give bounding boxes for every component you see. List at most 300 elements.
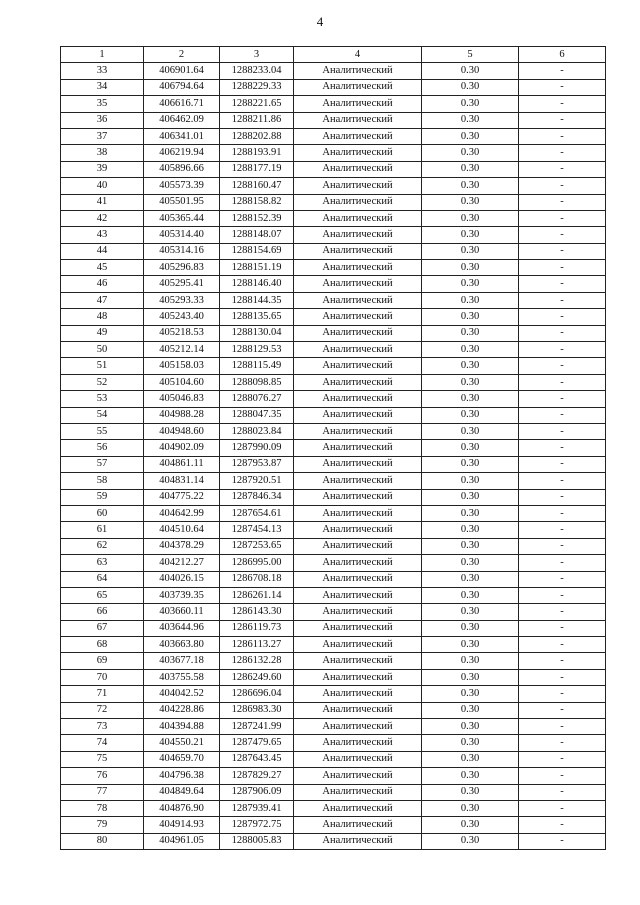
- accuracy-cell: 0.30: [422, 112, 519, 128]
- table-row: [61, 161, 606, 177]
- note-cell: -: [519, 194, 606, 210]
- note-cell: -: [519, 473, 606, 489]
- y-coordinate-cell: 1288076.27: [220, 391, 294, 407]
- x-coordinate-cell: 405046.83: [144, 391, 220, 407]
- y-coordinate-cell: 1288154.69: [220, 243, 294, 259]
- column-header-1: 1: [61, 47, 144, 63]
- point-number-cell: 52: [61, 374, 144, 390]
- table-row: [61, 522, 606, 538]
- accuracy-cell: 0.30: [422, 735, 519, 751]
- point-number-cell: 60: [61, 505, 144, 521]
- point-number-cell: 70: [61, 669, 144, 685]
- y-coordinate-cell: 1287990.09: [220, 440, 294, 456]
- method-cell: Аналитический: [294, 489, 422, 505]
- method-cell: Аналитический: [294, 423, 422, 439]
- table-row: [61, 407, 606, 423]
- y-coordinate-cell: 1286261.14: [220, 587, 294, 603]
- x-coordinate-cell: 405293.33: [144, 292, 220, 308]
- point-number-cell: 46: [61, 276, 144, 292]
- method-cell: Аналитический: [294, 161, 422, 177]
- x-coordinate-cell: 404394.88: [144, 719, 220, 735]
- table-row: [61, 587, 606, 603]
- method-cell: Аналитический: [294, 571, 422, 587]
- note-cell: -: [519, 391, 606, 407]
- x-coordinate-cell: 405295.41: [144, 276, 220, 292]
- point-number-cell: 59: [61, 489, 144, 505]
- method-cell: Аналитический: [294, 702, 422, 718]
- x-coordinate-cell: 405158.03: [144, 358, 220, 374]
- x-coordinate-cell: 404550.21: [144, 735, 220, 751]
- point-number-cell: 33: [61, 63, 144, 79]
- accuracy-cell: 0.30: [422, 833, 519, 849]
- accuracy-cell: 0.30: [422, 63, 519, 79]
- note-cell: -: [519, 719, 606, 735]
- method-cell: Аналитический: [294, 309, 422, 325]
- table-body: [61, 63, 606, 850]
- table-row: [61, 210, 606, 226]
- note-cell: -: [519, 735, 606, 751]
- table-row: [61, 817, 606, 833]
- y-coordinate-cell: 1287253.65: [220, 538, 294, 554]
- accuracy-cell: 0.30: [422, 276, 519, 292]
- x-coordinate-cell: 403644.96: [144, 620, 220, 636]
- accuracy-cell: 0.30: [422, 669, 519, 685]
- accuracy-cell: 0.30: [422, 358, 519, 374]
- table-row: [61, 260, 606, 276]
- method-cell: Аналитический: [294, 833, 422, 849]
- accuracy-cell: 0.30: [422, 161, 519, 177]
- note-cell: -: [519, 210, 606, 226]
- x-coordinate-cell: 404961.05: [144, 833, 220, 849]
- table-row: [61, 555, 606, 571]
- point-number-cell: 56: [61, 440, 144, 456]
- point-number-cell: 39: [61, 161, 144, 177]
- x-coordinate-cell: 405104.60: [144, 374, 220, 390]
- y-coordinate-cell: 1288005.83: [220, 833, 294, 849]
- accuracy-cell: 0.30: [422, 555, 519, 571]
- accuracy-cell: 0.30: [422, 571, 519, 587]
- x-coordinate-cell: 405365.44: [144, 210, 220, 226]
- y-coordinate-cell: 1287479.65: [220, 735, 294, 751]
- y-coordinate-cell: 1286132.28: [220, 653, 294, 669]
- x-coordinate-cell: 405243.40: [144, 309, 220, 325]
- x-coordinate-cell: 406616.71: [144, 96, 220, 112]
- x-coordinate-cell: 404948.60: [144, 423, 220, 439]
- point-number-cell: 78: [61, 800, 144, 816]
- note-cell: -: [519, 161, 606, 177]
- point-number-cell: 53: [61, 391, 144, 407]
- method-cell: Аналитический: [294, 63, 422, 79]
- note-cell: -: [519, 358, 606, 374]
- note-cell: -: [519, 637, 606, 653]
- y-coordinate-cell: 1288115.49: [220, 358, 294, 374]
- note-cell: -: [519, 653, 606, 669]
- accuracy-cell: 0.30: [422, 309, 519, 325]
- point-number-cell: 74: [61, 735, 144, 751]
- accuracy-cell: 0.30: [422, 178, 519, 194]
- note-cell: -: [519, 309, 606, 325]
- table-row: [61, 96, 606, 112]
- note-cell: -: [519, 63, 606, 79]
- point-number-cell: 49: [61, 325, 144, 341]
- table-row: [61, 686, 606, 702]
- y-coordinate-cell: 1288233.04: [220, 63, 294, 79]
- method-cell: Аналитический: [294, 391, 422, 407]
- point-number-cell: 79: [61, 817, 144, 833]
- note-cell: -: [519, 178, 606, 194]
- accuracy-cell: 0.30: [422, 79, 519, 95]
- point-number-cell: 44: [61, 243, 144, 259]
- x-coordinate-cell: 404510.64: [144, 522, 220, 538]
- accuracy-cell: 0.30: [422, 374, 519, 390]
- x-coordinate-cell: 404026.15: [144, 571, 220, 587]
- x-coordinate-cell: 405212.14: [144, 342, 220, 358]
- note-cell: -: [519, 423, 606, 439]
- table-row: [61, 391, 606, 407]
- method-cell: Аналитический: [294, 260, 422, 276]
- table-row: [61, 423, 606, 439]
- method-cell: Аналитический: [294, 358, 422, 374]
- method-cell: Аналитический: [294, 194, 422, 210]
- y-coordinate-cell: 1286119.73: [220, 620, 294, 636]
- note-cell: -: [519, 587, 606, 603]
- accuracy-cell: 0.30: [422, 128, 519, 144]
- x-coordinate-cell: 406462.09: [144, 112, 220, 128]
- method-cell: Аналитический: [294, 800, 422, 816]
- method-cell: Аналитический: [294, 342, 422, 358]
- note-cell: -: [519, 489, 606, 505]
- note-cell: -: [519, 145, 606, 161]
- method-cell: Аналитический: [294, 587, 422, 603]
- y-coordinate-cell: 1288129.53: [220, 342, 294, 358]
- point-number-cell: 43: [61, 227, 144, 243]
- method-cell: Аналитический: [294, 686, 422, 702]
- y-coordinate-cell: 1287920.51: [220, 473, 294, 489]
- table-row: [61, 637, 606, 653]
- table-row: [61, 751, 606, 767]
- x-coordinate-cell: 405218.53: [144, 325, 220, 341]
- note-cell: -: [519, 538, 606, 554]
- accuracy-cell: 0.30: [422, 637, 519, 653]
- table-row: [61, 719, 606, 735]
- point-number-cell: 67: [61, 620, 144, 636]
- table-header: [61, 47, 606, 63]
- accuracy-cell: 0.30: [422, 194, 519, 210]
- x-coordinate-cell: 405896.66: [144, 161, 220, 177]
- point-number-cell: 68: [61, 637, 144, 653]
- note-cell: -: [519, 555, 606, 571]
- method-cell: Аналитический: [294, 555, 422, 571]
- point-number-cell: 48: [61, 309, 144, 325]
- method-cell: Аналитический: [294, 96, 422, 112]
- x-coordinate-cell: 404876.90: [144, 800, 220, 816]
- note-cell: -: [519, 702, 606, 718]
- method-cell: Аналитический: [294, 407, 422, 423]
- x-coordinate-cell: 403755.58: [144, 669, 220, 685]
- x-coordinate-cell: 404228.86: [144, 702, 220, 718]
- note-cell: -: [519, 800, 606, 816]
- note-cell: -: [519, 784, 606, 800]
- note-cell: -: [519, 751, 606, 767]
- table-row: [61, 374, 606, 390]
- y-coordinate-cell: 1286249.60: [220, 669, 294, 685]
- point-number-cell: 62: [61, 538, 144, 554]
- method-cell: Аналитический: [294, 178, 422, 194]
- table-row: [61, 784, 606, 800]
- point-number-cell: 71: [61, 686, 144, 702]
- y-coordinate-cell: 1288146.40: [220, 276, 294, 292]
- x-coordinate-cell: 405501.95: [144, 194, 220, 210]
- method-cell: Аналитический: [294, 473, 422, 489]
- point-number-cell: 77: [61, 784, 144, 800]
- x-coordinate-cell: 406901.64: [144, 63, 220, 79]
- accuracy-cell: 0.30: [422, 342, 519, 358]
- method-cell: Аналитический: [294, 276, 422, 292]
- note-cell: -: [519, 833, 606, 849]
- table-row: [61, 128, 606, 144]
- method-cell: Аналитический: [294, 456, 422, 472]
- point-number-cell: 51: [61, 358, 144, 374]
- accuracy-cell: 0.30: [422, 522, 519, 538]
- accuracy-cell: 0.30: [422, 768, 519, 784]
- method-cell: Аналитический: [294, 505, 422, 521]
- note-cell: -: [519, 227, 606, 243]
- x-coordinate-cell: 405296.83: [144, 260, 220, 276]
- accuracy-cell: 0.30: [422, 784, 519, 800]
- table-row: [61, 292, 606, 308]
- point-number-cell: 36: [61, 112, 144, 128]
- y-coordinate-cell: 1286708.18: [220, 571, 294, 587]
- point-number-cell: 37: [61, 128, 144, 144]
- y-coordinate-cell: 1288177.19: [220, 161, 294, 177]
- table-row: [61, 604, 606, 620]
- accuracy-cell: 0.30: [422, 440, 519, 456]
- accuracy-cell: 0.30: [422, 751, 519, 767]
- point-number-cell: 72: [61, 702, 144, 718]
- point-number-cell: 69: [61, 653, 144, 669]
- method-cell: Аналитический: [294, 440, 422, 456]
- method-cell: Аналитический: [294, 128, 422, 144]
- note-cell: -: [519, 620, 606, 636]
- method-cell: Аналитический: [294, 817, 422, 833]
- accuracy-cell: 0.30: [422, 686, 519, 702]
- x-coordinate-cell: 404849.64: [144, 784, 220, 800]
- note-cell: -: [519, 505, 606, 521]
- table-row: [61, 145, 606, 161]
- y-coordinate-cell: 1286983.30: [220, 702, 294, 718]
- point-number-cell: 76: [61, 768, 144, 784]
- y-coordinate-cell: 1288144.35: [220, 292, 294, 308]
- x-coordinate-cell: 405573.39: [144, 178, 220, 194]
- y-coordinate-cell: 1287829.27: [220, 768, 294, 784]
- table-row: [61, 440, 606, 456]
- method-cell: Аналитический: [294, 637, 422, 653]
- accuracy-cell: 0.30: [422, 407, 519, 423]
- table-row: [61, 325, 606, 341]
- method-cell: Аналитический: [294, 653, 422, 669]
- point-number-cell: 55: [61, 423, 144, 439]
- accuracy-cell: 0.30: [422, 243, 519, 259]
- x-coordinate-cell: 404212.27: [144, 555, 220, 571]
- x-coordinate-cell: 404831.14: [144, 473, 220, 489]
- x-coordinate-cell: 404378.29: [144, 538, 220, 554]
- point-number-cell: 45: [61, 260, 144, 276]
- x-coordinate-cell: 404902.09: [144, 440, 220, 456]
- y-coordinate-cell: 1286995.00: [220, 555, 294, 571]
- table-row: [61, 489, 606, 505]
- point-number-cell: 75: [61, 751, 144, 767]
- x-coordinate-cell: 404796.38: [144, 768, 220, 784]
- note-cell: -: [519, 79, 606, 95]
- accuracy-cell: 0.30: [422, 210, 519, 226]
- accuracy-cell: 0.30: [422, 325, 519, 341]
- point-number-cell: 73: [61, 719, 144, 735]
- y-coordinate-cell: 1287939.41: [220, 800, 294, 816]
- accuracy-cell: 0.30: [422, 227, 519, 243]
- x-coordinate-cell: 404642.99: [144, 505, 220, 521]
- y-coordinate-cell: 1287454.13: [220, 522, 294, 538]
- y-coordinate-cell: 1288193.91: [220, 145, 294, 161]
- x-coordinate-cell: 404775.22: [144, 489, 220, 505]
- point-number-cell: 35: [61, 96, 144, 112]
- accuracy-cell: 0.30: [422, 489, 519, 505]
- note-cell: -: [519, 260, 606, 276]
- x-coordinate-cell: 403677.18: [144, 653, 220, 669]
- point-number-cell: 47: [61, 292, 144, 308]
- table-row: [61, 227, 606, 243]
- table-row: [61, 653, 606, 669]
- y-coordinate-cell: 1287654.61: [220, 505, 294, 521]
- method-cell: Аналитический: [294, 522, 422, 538]
- x-coordinate-cell: 403739.35: [144, 587, 220, 603]
- y-coordinate-cell: 1287906.09: [220, 784, 294, 800]
- point-number-cell: 57: [61, 456, 144, 472]
- x-coordinate-cell: 405314.16: [144, 243, 220, 259]
- table-row: [61, 735, 606, 751]
- accuracy-cell: 0.30: [422, 800, 519, 816]
- table-row: [61, 358, 606, 374]
- table-row: [61, 620, 606, 636]
- note-cell: -: [519, 292, 606, 308]
- note-cell: -: [519, 686, 606, 702]
- method-cell: Аналитический: [294, 751, 422, 767]
- accuracy-cell: 0.30: [422, 604, 519, 620]
- y-coordinate-cell: 1286143.30: [220, 604, 294, 620]
- x-coordinate-cell: 404659.70: [144, 751, 220, 767]
- table-row: [61, 505, 606, 521]
- method-cell: Аналитический: [294, 374, 422, 390]
- x-coordinate-cell: 405314.40: [144, 227, 220, 243]
- point-number-cell: 41: [61, 194, 144, 210]
- y-coordinate-cell: 1286113.27: [220, 637, 294, 653]
- y-coordinate-cell: 1288135.65: [220, 309, 294, 325]
- x-coordinate-cell: 403663.80: [144, 637, 220, 653]
- accuracy-cell: 0.30: [422, 456, 519, 472]
- point-number-cell: 40: [61, 178, 144, 194]
- method-cell: Аналитический: [294, 620, 422, 636]
- y-coordinate-cell: 1287953.87: [220, 456, 294, 472]
- method-cell: Аналитический: [294, 292, 422, 308]
- coordinates-table: [60, 46, 606, 850]
- note-cell: -: [519, 768, 606, 784]
- accuracy-cell: 0.30: [422, 292, 519, 308]
- y-coordinate-cell: 1288148.07: [220, 227, 294, 243]
- accuracy-cell: 0.30: [422, 505, 519, 521]
- method-cell: Аналитический: [294, 210, 422, 226]
- note-cell: -: [519, 374, 606, 390]
- accuracy-cell: 0.30: [422, 702, 519, 718]
- y-coordinate-cell: 1288098.85: [220, 374, 294, 390]
- note-cell: -: [519, 571, 606, 587]
- page-number: 4: [316, 14, 324, 29]
- method-cell: Аналитический: [294, 325, 422, 341]
- y-coordinate-cell: 1288202.88: [220, 128, 294, 144]
- note-cell: -: [519, 440, 606, 456]
- accuracy-cell: 0.30: [422, 391, 519, 407]
- x-coordinate-cell: 403660.11: [144, 604, 220, 620]
- method-cell: Аналитический: [294, 227, 422, 243]
- x-coordinate-cell: 406219.94: [144, 145, 220, 161]
- accuracy-cell: 0.30: [422, 96, 519, 112]
- column-header-5: 5: [422, 47, 519, 63]
- accuracy-cell: 0.30: [422, 817, 519, 833]
- method-cell: Аналитический: [294, 243, 422, 259]
- table-row: [61, 456, 606, 472]
- note-cell: -: [519, 128, 606, 144]
- note-cell: -: [519, 325, 606, 341]
- y-coordinate-cell: 1287972.75: [220, 817, 294, 833]
- x-coordinate-cell: 404988.28: [144, 407, 220, 423]
- table-row: [61, 112, 606, 128]
- method-cell: Аналитический: [294, 768, 422, 784]
- x-coordinate-cell: 406341.01: [144, 128, 220, 144]
- header-row: [61, 47, 606, 63]
- table-row: [61, 473, 606, 489]
- table-row: [61, 669, 606, 685]
- accuracy-cell: 0.30: [422, 260, 519, 276]
- method-cell: Аналитический: [294, 145, 422, 161]
- note-cell: -: [519, 456, 606, 472]
- point-number-cell: 64: [61, 571, 144, 587]
- method-cell: Аналитический: [294, 112, 422, 128]
- note-cell: -: [519, 669, 606, 685]
- point-number-cell: 66: [61, 604, 144, 620]
- y-coordinate-cell: 1288152.39: [220, 210, 294, 226]
- method-cell: Аналитический: [294, 79, 422, 95]
- point-number-cell: 58: [61, 473, 144, 489]
- accuracy-cell: 0.30: [422, 145, 519, 161]
- y-coordinate-cell: 1288130.04: [220, 325, 294, 341]
- point-number-cell: 80: [61, 833, 144, 849]
- y-coordinate-cell: 1288158.82: [220, 194, 294, 210]
- table-row: [61, 194, 606, 210]
- table-row: [61, 538, 606, 554]
- accuracy-cell: 0.30: [422, 719, 519, 735]
- point-number-cell: 50: [61, 342, 144, 358]
- x-coordinate-cell: 404861.11: [144, 456, 220, 472]
- accuracy-cell: 0.30: [422, 538, 519, 554]
- note-cell: -: [519, 522, 606, 538]
- method-cell: Аналитический: [294, 604, 422, 620]
- table-row: [61, 342, 606, 358]
- y-coordinate-cell: 1287846.34: [220, 489, 294, 505]
- x-coordinate-cell: 406794.64: [144, 79, 220, 95]
- point-number-cell: 38: [61, 145, 144, 161]
- point-number-cell: 42: [61, 210, 144, 226]
- y-coordinate-cell: 1287241.99: [220, 719, 294, 735]
- point-number-cell: 65: [61, 587, 144, 603]
- y-coordinate-cell: 1288211.86: [220, 112, 294, 128]
